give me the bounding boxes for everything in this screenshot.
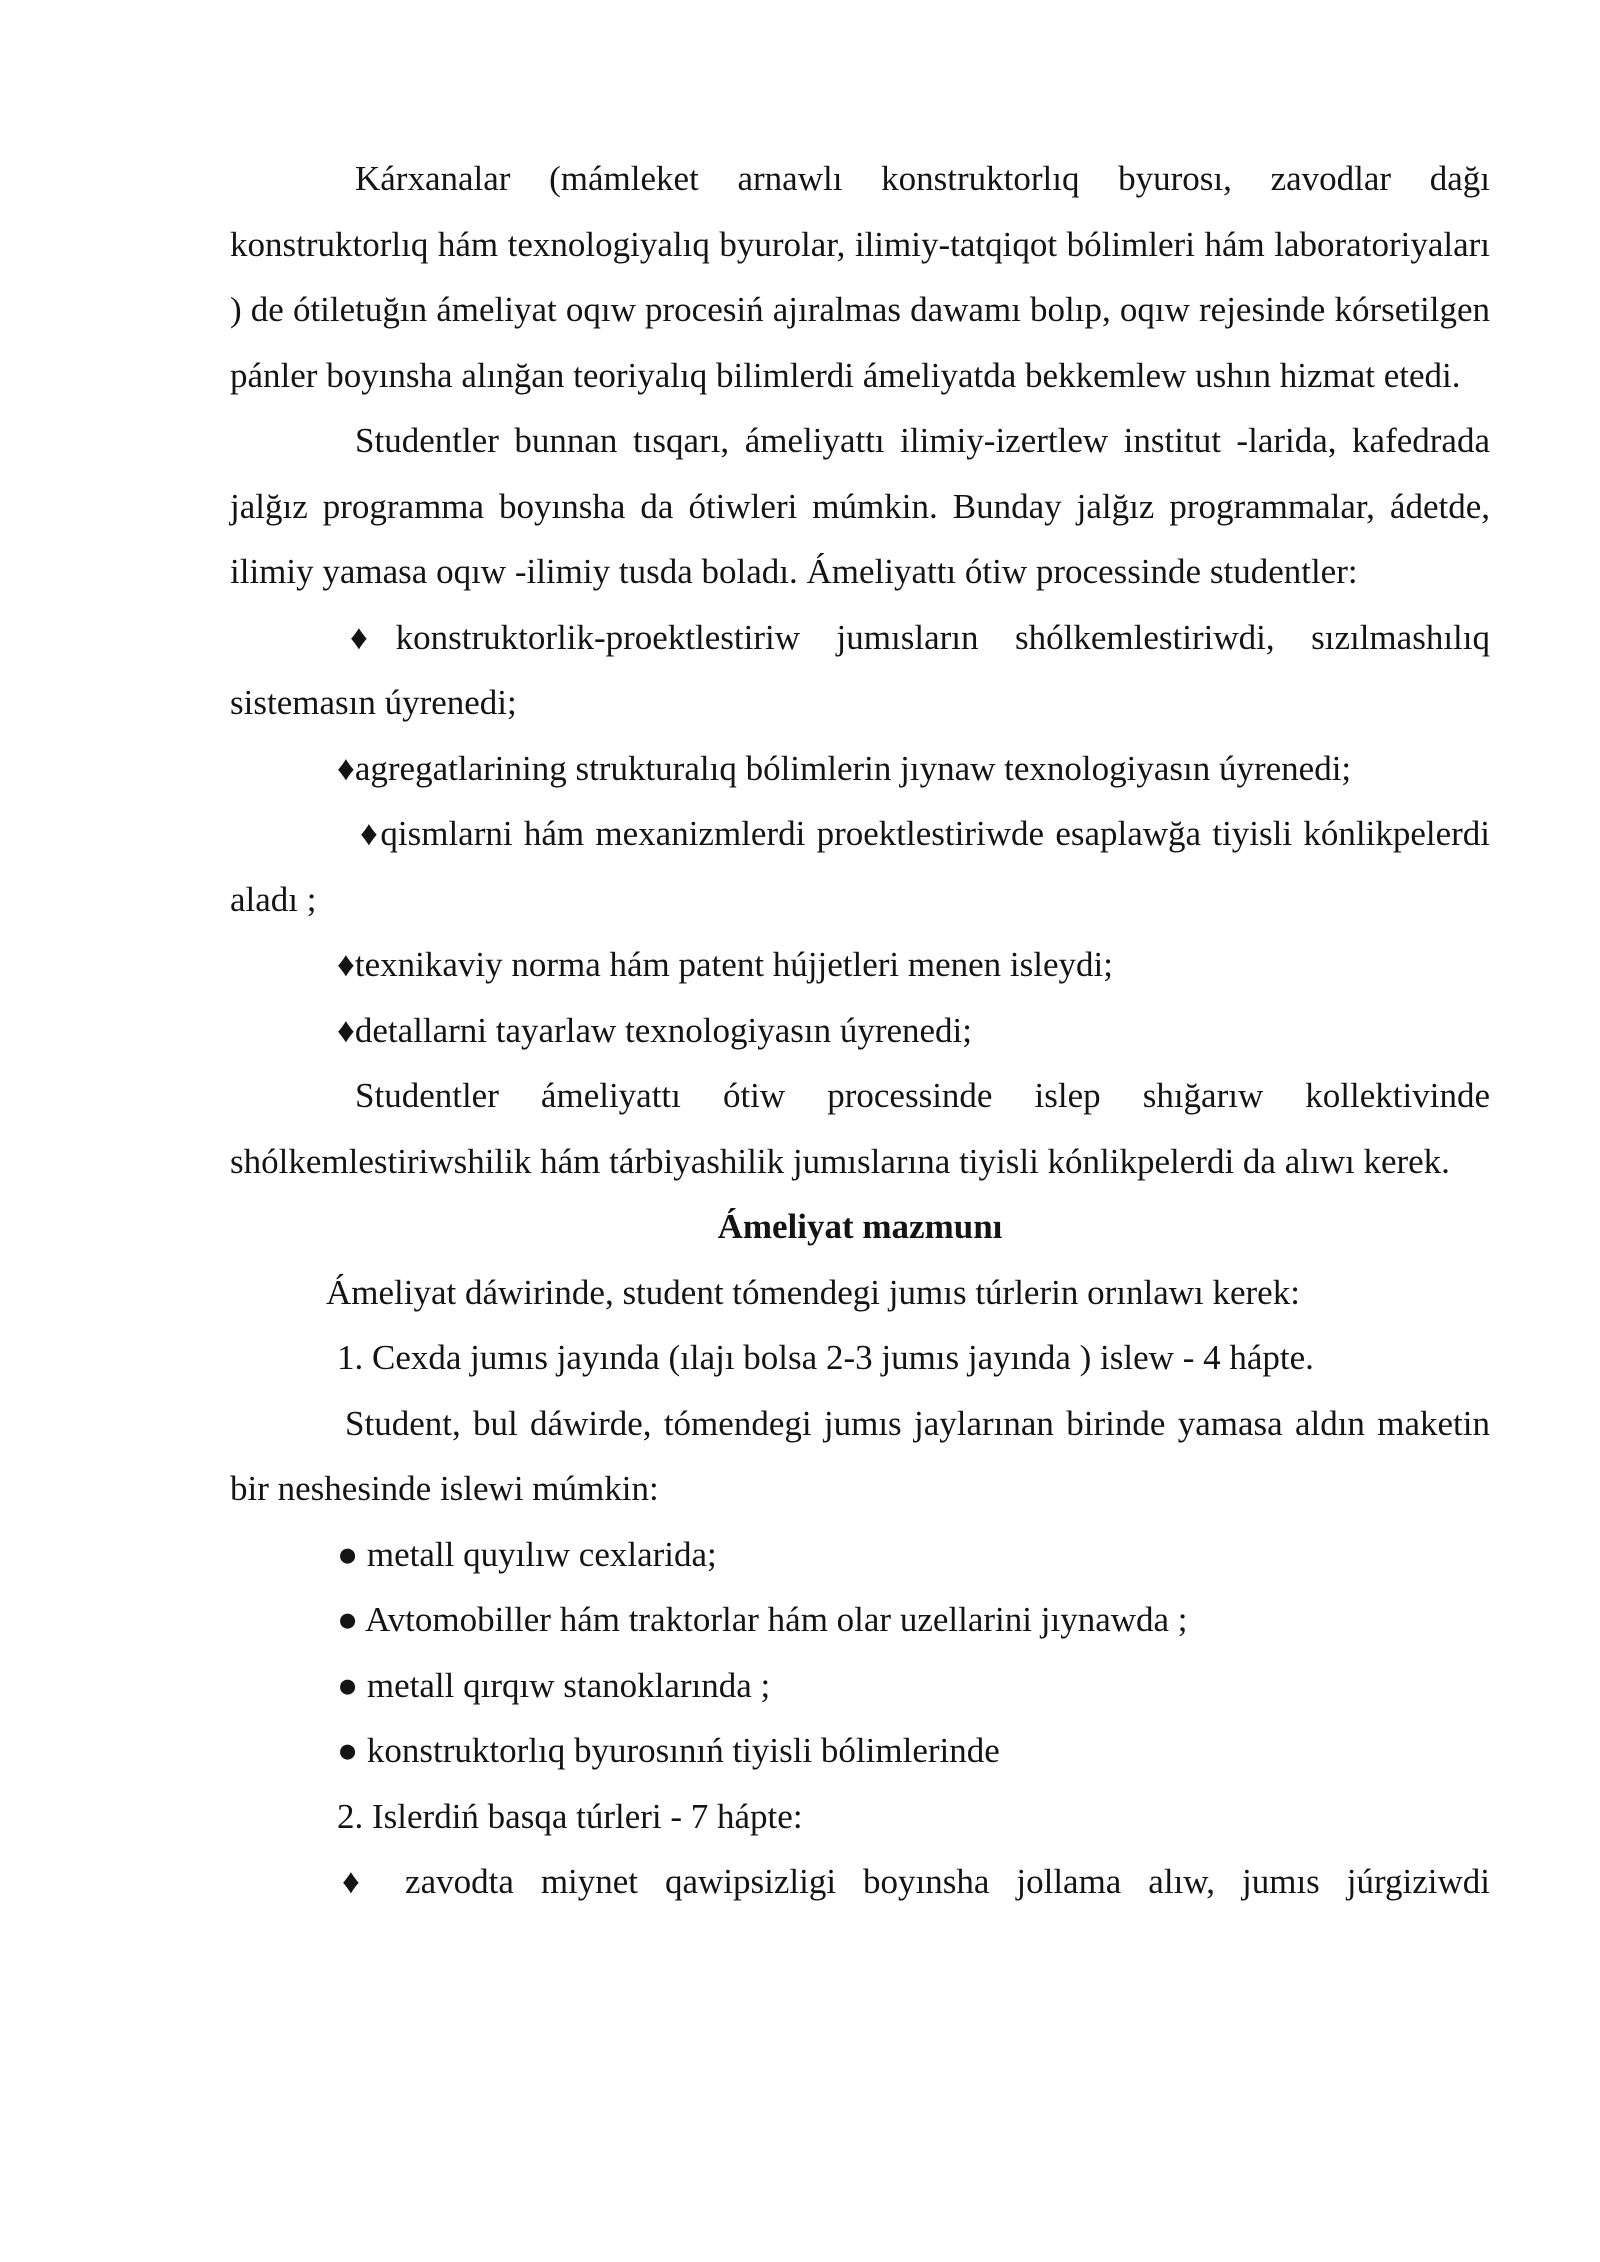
- bullet-technical-norms: ♦texnikaviy norma hám patent hújjetleri menen isleydi;: [337, 945, 1113, 984]
- paragraph-work-types: Ámeliyat dáwirinde, student tómendegi jumıs túrlerin orınlawı kerek:: [326, 1272, 1300, 1312]
- paragraph-students-alternatives: Studentler bunnan tısqarı, ámeliyattı ilimiy-izertlew institut -larida, kafedrada jalğız programma boyınsha da ótiwleri múmkin. Bunday jalğız programmalar, ádetde, ilimiy yamasa oqıw -ilimiy tusda boladı. Ámeliyattı ótiw processinde studentler:: [230, 421, 1490, 591]
- item-workshop-work: 1. Cexda jumıs jayında (ılajı bolsa 2-3 jumıs jayında ) islew - 4 hápte.: [337, 1338, 1314, 1377]
- bullet-assembly-technology: ♦agregatlarining strukturalıq bólimlerin jıynaw texnologiyasın úyrenedi;: [337, 748, 1352, 788]
- bullet-design-bureau: ● konstruktorlıq byurosınıń tiyisli bólimlerinde: [337, 1731, 1000, 1770]
- bullet-cutting-machines: ● metall qırqıw stanoklarında ;: [337, 1665, 771, 1705]
- paragraph-practice-intro: Kárxanalar (mámleket arnawlı konstruktorlıq byurosı, zavodlar dağı konstruktorlıq hám texnologiyalıq byurolar, ilimiy-tatqiqot bólimleri hám laboratoriyaları ) de ótiletuğın ámeliyat oqıw procesiń ajıralmas dawamı bolıp, oqıw rejesinde kórsetilgen pánler boyınsha alınğan teoriyalıq bilimlerdi ámeliyatda bekkemlew ushın hizmat etedi.: [230, 159, 1490, 395]
- bullet-casting-shops: ● metall quyılıw cexlarida;: [337, 1534, 717, 1574]
- paragraph-workplaces: Student, bul dáwirde, tómendegi jumıs jaylarınan birinde yamasa aldın maketin bir neshesinde islewi múmkin:: [230, 1403, 1490, 1508]
- bullet-mechanism-design: ♦qismlarni hám mexanizmlerdi proektlestiriwde esaplawğa tiyisli kónlikpelerdi aladı ;: [230, 814, 1490, 919]
- bullet-design-work: ♦konstruktorlik-proektlestiriw jumısların shólkemlestiriwdi, sızılmashılıq sistemasın úyrenedi;: [230, 617, 1490, 722]
- item-other-work: 2. Islerdiń basqa túrleri - 7 hápte:: [337, 1796, 803, 1836]
- paragraph-organizational-skills: Studentler ámeliyattı ótiw processinde islep shığarıw kollektivinde shólkemlestiriwshilik hám tárbiyashilik jumıslarına tiyisli kónlikpelerdi da alıwı kerek.: [230, 1076, 1490, 1181]
- bullet-safety-instruction: ♦ zavodta miynet qawipsizligi boyınsha jollama alıw, jumıs júrgiziwdi: [342, 1862, 1490, 1901]
- bullet-detail-technology: ♦detallarni tayarlaw texnologiyasın úyrenedi;: [337, 1010, 973, 1050]
- bullet-vehicle-assembly: ● Avtomobiller hám traktorlar hám olar uzellarini jıynawda ;: [337, 1600, 1188, 1639]
- section-heading: Ámeliyat mazmunı: [717, 1207, 1003, 1246]
